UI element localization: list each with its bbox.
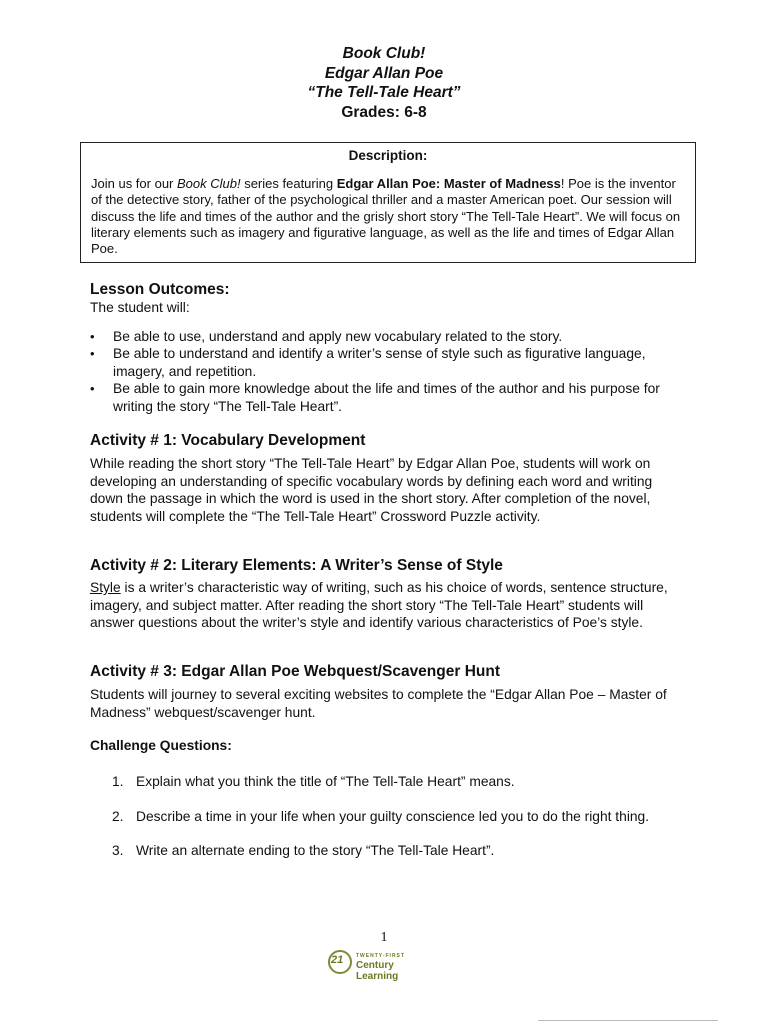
- logo-number: 21: [331, 954, 344, 966]
- lesson-outcomes-section: [90, 281, 670, 415]
- challenge-list: [90, 773, 670, 860]
- list-number: 1.: [112, 774, 124, 789]
- list-number: 3.: [112, 843, 124, 858]
- list-item: • Be able to use, understand and apply new vocabulary related to the story.: [90, 328, 670, 346]
- challenge-section: [90, 738, 670, 753]
- list-item: • Be able to understand and identify a writer’s sense of style such as figurative language, imagery, and repetition.: [90, 345, 670, 380]
- description-feature-title: Edgar Allan Poe: Master of Madness: [336, 176, 561, 191]
- activity-3-text: Students will journey to several exciting websites to complete the “Edgar Allan Poe – Master of Madness” webquest/scavenger hunt.: [90, 687, 667, 720]
- document-header: [0, 44, 768, 122]
- activity-3-heading: Activity # 3: Edgar Allan Poe Webquest/Scavenger Hunt: [90, 663, 500, 680]
- list-number: 2.: [112, 808, 124, 824]
- description-text: [91, 176, 687, 257]
- logo-small-text: TWENTY-FIRST: [356, 953, 405, 959]
- activity-3-section: [90, 663, 670, 721]
- description-box: [80, 142, 696, 263]
- description-series-name: Book Club!: [177, 176, 241, 191]
- list-item: [90, 773, 670, 791]
- lesson-outcomes-list: [90, 328, 670, 416]
- list-item: [90, 842, 670, 860]
- description-title: Description:: [348, 148, 428, 163]
- list-text: Write an alternate ending to the story “The Tell-Tale Heart”.: [136, 843, 495, 858]
- activity-2-heading: Activity # 2: Literary Elements: A Writer’s Sense of Style: [90, 557, 503, 574]
- list-text: Describe a time in your life when your guilty conscience led you to do the right thing.: [136, 808, 650, 824]
- header-author: Edgar Allan Poe: [324, 64, 444, 82]
- header-title: Book Club!: [342, 45, 426, 62]
- footer-divider: [538, 1020, 718, 1021]
- page-number: 1: [380, 930, 388, 945]
- lesson-outcomes-heading: Lesson Outcomes:: [90, 281, 230, 298]
- activity-1-heading: Activity # 1: Vocabulary Development: [90, 432, 366, 449]
- activity-2-text: [90, 579, 670, 632]
- challenge-heading: Challenge Questions:: [90, 738, 232, 753]
- activity-1-text: While reading the short story “The Tell-Tale Heart” by Edgar Allan Poe, students will work on developing an understanding of specific vocabulary words by defining each word and writing down the passage in which the word is used in the short story. After completion of the novel, students will complete the “The Tell-Tale Heart” Crossword Puzzle activity.: [90, 456, 653, 525]
- logo-big-text: Century Learning: [356, 960, 399, 982]
- list-text: Explain what you think the title of “The Tell-Tale Heart” means.: [136, 774, 515, 789]
- style-term: Style: [90, 580, 121, 595]
- list-item: • Be able to gain more knowledge about the life and times of the author and his purpose for writing the story “The Tell-Tale Heart”.: [90, 380, 670, 415]
- description-text-pre: Join us for our: [91, 176, 177, 191]
- list-item: [90, 808, 670, 826]
- lesson-outcomes-intro: The student will:: [90, 300, 190, 315]
- century-learning-logo: [328, 950, 438, 982]
- description-text-mid: series featuring: [240, 176, 337, 191]
- activity-2-body: is a writer’s characteristic way of writing, such as his choice of words, sentence structure, imagery, and subject matter. After reading the short story “The Tell-Tale Heart” students will answer questions about the writer’s style and identify various characteristics of Poe’s style.: [90, 580, 668, 631]
- description-text-post: ! Poe is the inventor of the detective story, father of the psychological thriller and a master American poet. Our session will discuss the life and times of the author and the grisly short story “The Tell-Tale Heart”. We will focus on literary elements such as imagery and figurative language, as well as the life and times of Edgar Allan Poe.: [91, 176, 681, 257]
- activity-1-section: [90, 432, 670, 526]
- header-grades: Grades: 6-8: [341, 103, 427, 121]
- activity-2-section: [90, 557, 670, 632]
- header-story: “The Tell-Tale Heart”: [307, 84, 461, 101]
- challenge-list-items: [90, 773, 670, 860]
